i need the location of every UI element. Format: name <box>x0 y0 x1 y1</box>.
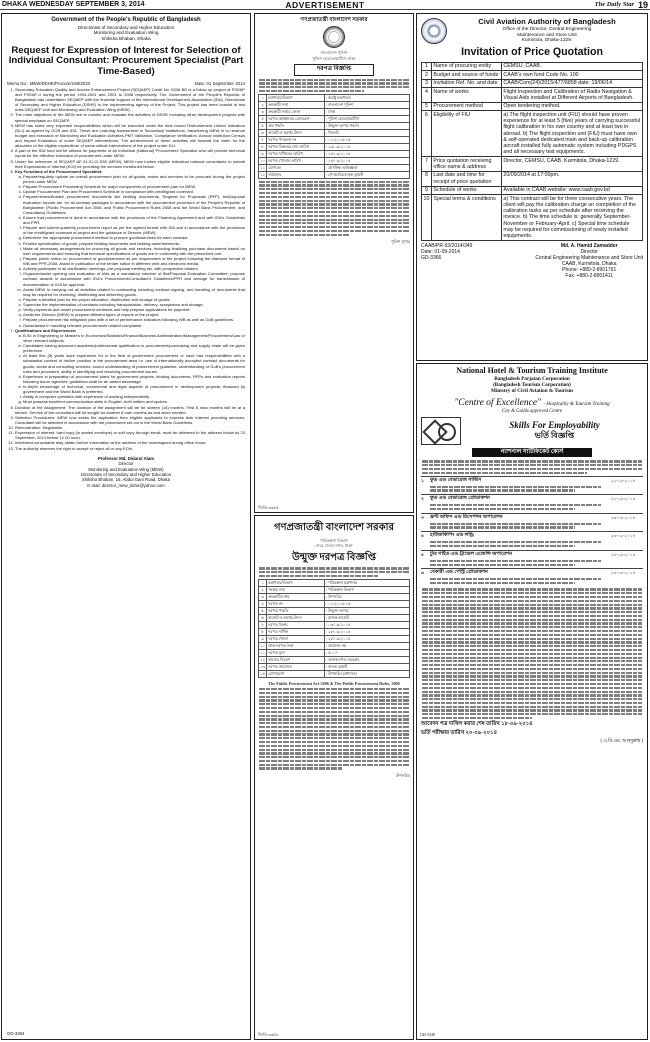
resp-item: o. Supervise the implementation of contracts including transportation, delivery, acceptance and storage. <box>23 302 245 307</box>
row-label: মন্ত্রণালয়/বিভাগ <box>267 580 325 587</box>
row-value: : প্রযোজ্য নয় <box>325 643 410 650</box>
row-label: দরপত্র মূল্য <box>267 650 325 657</box>
sig-line: Monitoring and Evaluation Wing (MEW) <box>88 466 164 472</box>
resp-item: h. Finalize specification of goods, prepare bidding documents and bidding advertisements. <box>23 241 245 246</box>
row-label: Invitation Ref. No. and date <box>431 79 501 87</box>
eoi-tail: 10. Remuneration: Negotiable. <box>15 425 245 430</box>
gd-number: জিডি-৩৩৫৮ <box>258 1031 279 1037</box>
gd-number: GD-3366 <box>421 254 442 261</box>
row-label: দরপত্র নং <box>267 601 325 608</box>
bn-subtitle: শেরে বাংলা নগর, ঢাকা <box>315 543 353 549</box>
row-value: : পে-অর্ডার/ব্যাংক ড্রাফট <box>325 172 410 179</box>
table-row <box>259 102 410 109</box>
table-row <box>259 123 410 130</box>
row-label: Name of procuring entity <box>431 62 501 70</box>
eoi-tail: 13. The authority reserves the right to accept or reject all or any EOIs. <box>15 446 245 451</box>
row-number: ৯ <box>259 636 267 643</box>
course-row <box>421 531 643 550</box>
course-number: ৫ <box>421 551 424 557</box>
masthead-date: DHAKA WEDNESDAY SEPTEMBER 3, 2014 <box>2 1 145 8</box>
qual-heading: 7. Qualifications and Experiences: <box>15 327 77 333</box>
row-number: ২ <box>259 102 267 109</box>
resp-item: j. Prepare public notice on procurement of goods/services as per requirement of the project following the standard format of WB and PPR-2008. Assist in publication of the tender notice in different print and electronic media. <box>23 256 245 266</box>
table-row <box>259 172 410 179</box>
course-date: ২২-০৯-২০১৪ <box>610 477 636 483</box>
row-value: : আসবাবপত্র সরবরাহ <box>325 657 410 664</box>
row-number: ১১ <box>260 650 266 655</box>
caab-org: Civil Aviation Authority of Bangladesh <box>478 17 616 26</box>
table-row <box>422 102 643 110</box>
table-row <box>422 111 643 157</box>
row-number: ৬ <box>259 130 267 137</box>
row-label: প্রাক-দরপত্র সভা <box>267 643 325 650</box>
eoi-para: 1. Secondary Education Quality and Access Enhancement Project (SEQAEP) Credit No. 5326 BD is a follow up project of FSSAP and FSSAP-II during the period 1993-2001 and 2001 to 2008 respectively. The Government of the People's Republic of Bangladesh has undertaken SEQAEP with the financial support of the International Development Association (IDA). Directorate of Secondary and Higher Education (DSHE) is the Implementing agency of the Project. This project has been consist of two units-SEQAEP Unit and Monitoring and Evaluation Wing (MEW). <box>15 87 245 113</box>
bn-signature: উপসচিব <box>395 772 410 778</box>
caab-logo-icon <box>421 18 447 44</box>
table-row <box>259 95 410 102</box>
table-row <box>259 580 410 587</box>
row-number: ১৩ <box>260 664 266 669</box>
sig-title: Director <box>580 248 598 255</box>
table-row <box>259 664 410 671</box>
row-number: 6 <box>422 111 432 157</box>
sig-phone: Phone: +880-2-8901791 <box>562 266 617 273</box>
tender-table <box>258 579 410 678</box>
row-value: CAAB/Com(24)/2015/477/6858 date: 19/06/14 <box>501 79 642 87</box>
table-row <box>259 137 410 144</box>
tender-notice-title: উন্মুক্ত দরপত্র বিজ্ঞপ্তি <box>291 551 377 563</box>
course-list <box>421 476 643 587</box>
bn-gov-title: গণপ্রজাতন্ত্রী বাংলাদেশ সরকার <box>273 522 395 533</box>
application-deadline: আবেদন পত্র দাখিল করার শেষ তারিখ ১৮-০৯-২০১৪ <box>421 721 533 728</box>
masthead-right <box>595 0 648 10</box>
gd-number: জিডি-৩৩৫৫ <box>258 504 279 510</box>
row-label: দরপত্র বিক্রয় <box>267 622 325 629</box>
caab-footer <box>421 243 643 279</box>
table-row <box>422 79 643 87</box>
caab-sub: Office of the Director, Central Engineering <box>502 26 592 32</box>
row-value: Open tendering method. <box>501 102 642 110</box>
course-title: ফ্রন্ট অফিস এন্ড রিসেপশন অপারেশন <box>430 514 503 520</box>
course-date: ২৪-০৯-২০১৪ <box>610 551 636 557</box>
masthead-section: ADVERTISEMENT <box>285 0 365 10</box>
course-title: হাউজকিপিং এন্ড লন্ড্রি <box>430 533 474 539</box>
row-value: : বাংলাদেশ পুলিশ <box>325 102 410 109</box>
row-number: ৮ <box>259 629 267 636</box>
row-number: ১২ <box>260 657 266 662</box>
table-row <box>259 601 410 608</box>
row-label: Last date and time for receipt of price quotation <box>431 171 501 186</box>
bn-subtitle: পুলিশ হেডকোয়ার্টার্স, ঢাকা <box>312 55 356 61</box>
sig-title: Director <box>118 461 134 467</box>
bn-gov-title: গণপ্রজাতন্ত্রী বাংলাদেশ সরকার <box>300 17 368 23</box>
masthead <box>0 0 650 10</box>
course-number: ৩ <box>421 514 424 520</box>
row-value: : উন্মুক্ত দরপত্র <box>325 608 410 615</box>
resp-item: g. Determine the appropriate procurement method to procure goods/services for each contract. <box>23 235 245 240</box>
course-title: ফুড এন্ড বেভারেজ সার্ভিস <box>430 477 482 483</box>
table-row <box>259 144 410 151</box>
gd-number: GD-3349 <box>420 1031 436 1037</box>
row-value: : রাজস্ব বাজেট <box>325 615 410 622</box>
resp-item: l. Organize/assist opening and evaluation of bids as a mandatory member of Bid/Proposal Evaluation Committee; propose contract awards in accordance with IDA's Procurement/Consultant's Guidelines/PPR and arrange for transmission of documentation to IDA for approval. <box>23 271 245 286</box>
sig-line: Directorate of Secondary and Higher Education <box>80 472 172 477</box>
row-label: দরপত্র বিক্রয়ের শেষ তারিখ <box>267 144 325 151</box>
course-number: ৬ <box>421 570 424 576</box>
resp-item: r. Prepare procurement risk mitigation plan with a set of performance indicators following WB as well as GoB guidelines. <box>23 317 245 322</box>
table-row <box>259 109 410 116</box>
row-value: : পরিকল্পনা বিভাগ <box>325 587 410 594</box>
tender-notice-title: দরপত্র বিজ্ঞপ্তি <box>294 64 374 76</box>
table-row <box>422 62 643 70</box>
ad-wing: Monitoring and Evaluation Wing <box>93 30 159 36</box>
row-label: দরপত্র খোলার তারিখ <box>267 158 325 165</box>
row-value: : ০১/২০১৪-১৫ <box>325 137 410 144</box>
caab-title: Invitation of Price Quotation <box>461 46 603 59</box>
sig-line: Central Engineering Maintenance and Store Unit <box>535 254 643 261</box>
row-label: দরপত্র প্যাকেজ নং <box>267 137 325 144</box>
row-label: দরপত্র পদ্ধতি <box>267 608 325 615</box>
ad-nhtti-admission <box>416 363 648 1040</box>
gd-number: GD-3364 <box>7 1030 25 1036</box>
row-number: 9 <box>422 186 432 194</box>
table-row <box>259 671 410 678</box>
row-number: ৯ <box>259 151 267 158</box>
row-value: : পুলিশ হেডকোয়ার্টার্স <box>325 116 410 123</box>
nhtti-signature: ( এ.বি.এম. আবদুল্লাহ ) <box>600 739 643 745</box>
bn-signature: পুলিশ সুপার <box>391 238 410 244</box>
row-value: Available in CAAB website: www.caab.gov.bd <box>501 186 642 194</box>
row-number: ৫ <box>259 608 267 615</box>
row-number: ১ <box>259 580 267 587</box>
ad-caab-price-quotation <box>416 13 648 361</box>
resp-list <box>15 174 245 328</box>
page-number: 19 <box>637 0 648 10</box>
row-value: a) This contract will be for three consecutive years. The client will pay the calibration charge on completion of the calibration tasks as per schedule after receiving the invoice. b) The time schedule is: generally September-November or February-April. c) Special time schedule may be required for commissioning of newly installed equipments. <box>501 194 642 240</box>
ppr-note: The Public Procurement Act-2006 & The Public Procurement Rules, 2008 <box>268 681 400 687</box>
row-number: ৩ <box>259 594 267 601</box>
row-value: Director, CEMSU, CAAB, Kurmitola, Dhaka-1229. <box>501 157 642 172</box>
resp-item: a. Prepare/regularly update an overall procurement plan for all goods, works and services to be procured during the project period under MEW. <box>23 174 245 184</box>
ad-police-tender <box>254 13 414 513</box>
body-text-lines <box>258 181 410 236</box>
skills-tagline: Skills For Employability <box>509 419 600 430</box>
row-value: : স্বরাষ্ট্র মন্ত্রণালয় <box>325 95 410 102</box>
row-label: যোগ্যতা <box>267 165 325 172</box>
row-value: : প্রাসঙ্গিক অভিজ্ঞতা <box>325 165 410 172</box>
row-value: CAAB's own fund Code No. 100 <box>501 71 642 79</box>
row-value: : ব্যাংক ড্রাফট <box>325 664 410 671</box>
row-value: : ২৪/০৯/২০১৪ <box>325 158 410 165</box>
row-number: 7 <box>422 157 432 172</box>
body-text-lines <box>258 567 410 577</box>
row-value: : জিওবি <box>325 130 410 137</box>
ad-org: Government of the People's Republic of Bangladesh <box>51 17 201 23</box>
nhtti-logo-icon <box>421 417 461 445</box>
row-label: দরপত্র দাখিলের তারিখ <box>267 151 325 158</box>
course-date: ২৩-০৯-২০১৪ <box>610 533 636 539</box>
resp-item: q. Assist the Director (MEW) to prepare different types of reports of the project. <box>23 312 245 317</box>
row-label: জামানত <box>267 172 325 179</box>
row-number: ৫ <box>259 123 267 130</box>
resp-item: p. Verify payments due under procurement contracts and help prepare applications for payment. <box>23 307 245 312</box>
row-number: 4 <box>422 88 432 103</box>
table-row <box>422 171 643 186</box>
qual-list <box>15 333 245 405</box>
caab-date: Date: 01-09-2014 <box>421 248 460 255</box>
course-number: ৪ <box>421 533 424 539</box>
row-label: Name of works <box>431 88 501 103</box>
row-number: ১৪ <box>260 671 266 676</box>
table-row <box>259 158 410 165</box>
table-row <box>259 608 410 615</box>
row-number: ৩ <box>259 109 267 116</box>
row-number: 8 <box>422 171 432 186</box>
qual-item: e. In-depth knowledge of technical, commercial and legal aspects of procurement in development projects, financed by government and the World Bank is preferred. <box>23 384 245 394</box>
row-number: ১২ <box>260 172 266 177</box>
course-title: ফুড এন্ড বেভারেজ প্রোডাকশন <box>430 496 490 502</box>
table-row <box>259 116 410 123</box>
eoi-para: 2. The main objectives of the MEW are to monitor and evaluate the activities of DSHE including other development projects with special emphasis on SEQAEP. <box>15 112 245 122</box>
ad-directorate: Directorate of Secondary and Higher Education <box>77 24 175 30</box>
exam-date: ভর্তি পরীক্ষার তারিখ ২০-০৯-২০১৪ <box>421 730 497 737</box>
table-row <box>259 615 410 622</box>
tender-table <box>258 94 410 179</box>
nhtti-sub: Ministry of Civil Aviation & Tourism <box>491 388 573 395</box>
row-value: : ঢাকা <box>325 109 410 116</box>
resp-item: b. Prepare Procurement Processing Schedule for major components of procurement plan for MEW. <box>23 184 245 189</box>
table-row <box>259 650 410 657</box>
row-number: ২ <box>259 587 267 594</box>
body-text-lines <box>258 688 410 770</box>
eoi-signature <box>7 456 245 489</box>
row-label: Procurement method <box>431 102 501 110</box>
row-label: সংস্থার নাম <box>267 587 325 594</box>
sig-email: E-mail: director_mew_dshe@yahoo.com <box>87 482 165 488</box>
resp-item: e. Ensure that procurement is done in accordance with the provisions of the Financing Agreement and with IDA's Guidelines and PPR. <box>23 215 245 225</box>
nhtti-sub: (Bangladesh Tourism Corporation) <box>493 382 571 389</box>
row-label: দরপত্র খোলা <box>267 636 325 643</box>
resp-item: k. Actively participate in all clarification meetings, pre-proposal meeting etc. with prospective bidders. <box>23 266 245 271</box>
row-number: ৪ <box>259 601 267 608</box>
row-number: 3 <box>422 79 432 87</box>
resp-item: i. Make all necessary arrangements for procuring all goods and services, including finalizing purchase documents based on user requirements and ensuring that technical specifications of goods are in conformity with the prescribed one. <box>23 246 245 256</box>
body-text-lines <box>421 460 643 474</box>
row-value: : উপসচিব (প্রশাসন) <box>325 671 410 678</box>
table-row <box>259 629 410 636</box>
gov-emblem-icon <box>323 26 345 48</box>
row-value: : ০৩/০৯/২০১৪ <box>325 622 410 629</box>
city-guilds: City & Guilds approved Centre <box>501 408 563 414</box>
nhtti-sub: Bangladesh Parjatan Corporation <box>494 375 570 382</box>
course-date: ২২-০৯-২০১৪ <box>610 496 636 502</box>
bn-subtitle: পরিকল্পনা বিভাগ <box>320 537 348 543</box>
table-row <box>259 657 410 664</box>
sig-line: CAAB, Kurmitola, Dhaka <box>561 260 617 267</box>
row-number: ৪ <box>259 116 267 123</box>
row-number: ১০ <box>260 158 266 163</box>
row-label: দরপত্র জামানত <box>267 664 325 671</box>
course-number: ১ <box>421 477 424 483</box>
eoi-tail: 11. Expression of interest, hard copy (in sealed envelope) or soft copy through email, must be delivered to the address below by 23 September, 2014 before 12.00 noon. <box>15 430 245 440</box>
row-number: 2 <box>422 71 432 79</box>
row-label: কাজের বিবরণ <box>267 657 325 664</box>
admission-title: ভর্তি বিজ্ঞপ্তি <box>534 431 575 441</box>
row-label: ক্রয় পদ্ধতি <box>267 123 325 130</box>
sig-name: Md. A. Hamid Zamadder <box>560 242 618 249</box>
ad-eoi-procurement-specialist <box>1 13 251 1040</box>
table-row <box>259 587 410 594</box>
row-label: মন্ত্রণালয়/বিভাগ <box>267 95 325 102</box>
nhtti-org: National Hotel & Tourism Training Institute <box>456 366 608 375</box>
row-value: : ৫০০/- <box>325 650 410 657</box>
nhtti-coe <box>421 397 643 409</box>
row-label: দরপত্র আহ্বানের রেফারেন্স <box>267 116 325 123</box>
coe-tag: - Hospitality & Tourism Training <box>543 401 610 407</box>
resp-item: m. Assist MEW in carrying out all activities related to contracting including contract signing, and handling of documents that may be required for receiving, distributing and delivering goods. <box>23 287 245 297</box>
row-label: ক্রয়কারীর নাম <box>267 594 325 601</box>
row-value: : ২৮/০৯/২০১৪ <box>325 636 410 643</box>
row-number: 10 <box>422 194 432 240</box>
row-value: : ০১/২০১৪-১৫ <box>325 601 410 608</box>
row-label: Eligibility of FIU <box>431 111 501 157</box>
memo-date: Date: 01 September 2014 <box>194 81 245 87</box>
qual-item: c. At least five (5) years work experience for in the field of government procurement or have had responsibilities with a substantial content of his/her position in the procurement area i.e. use of internationally accepted contract documents for goods, works and consulting services; sound understanding of procurement guideline; understanding of GoB's procurement rules and procedure, ability in identifying and resolving procurement issues. <box>23 353 245 374</box>
course-row <box>421 568 643 587</box>
resp-item: f. Prepare and submit quarterly procurement report as per the agreed format with IDA and in accordance with the provisions of the credit/grant covenant of project and the guidance of Director (MEW). <box>23 225 245 235</box>
caab-table <box>421 62 643 241</box>
qual-item: a. B.Sc in Engineering or Master's in Economics/Statistics/Finance/Business Administration/Management/Procurement/Law or other relevant subjects. <box>23 333 245 343</box>
ad-open-tender <box>254 515 414 1040</box>
eoi-para: 5. Under the reference of SEQAEP-AF-91-IC-CI-S39 (MEW), MEW now invites eligible individual national consultants to submit their Expressions of Interest (EOI) for providing the services mentioned below. <box>15 159 245 169</box>
course-date: ২৪-০৯-২০১৪ <box>610 570 636 576</box>
row-number: ৭ <box>259 622 267 629</box>
row-label: Budget and source of funds <box>431 71 501 79</box>
table-row <box>422 88 643 103</box>
qual-item: f. Ability in computer operation with experience of working independently. <box>23 394 245 399</box>
course-row <box>421 494 643 513</box>
table-row <box>422 194 643 240</box>
row-number: 1 <box>422 62 432 70</box>
coe-title: "Centre of Excellence" <box>454 397 542 408</box>
row-label: Price quotation receiving office name & address <box>431 157 501 172</box>
eoi-tail: 9. Selection Procedures: MEW now seeks the application from eligible applicants to express their interest providing services. Consultant will be selected in accordance with the procedures set out in the World Bank Guidelines. <box>15 415 245 425</box>
course-row <box>421 476 643 495</box>
course-row <box>421 513 643 532</box>
table-row <box>422 157 643 172</box>
row-value: Flight Inspection and Calibration of Radio Navigation & Visual Aids installed at Different Airports of Bangladesh. <box>501 88 642 103</box>
qual-item: g. Must possess excellent communication skills in English, both written and spoken. <box>23 399 245 404</box>
resp-item: n. Prepare a detailed plan for the proper allocation, distribution and storage of goods. <box>23 297 245 302</box>
course-date: ২৩-০৯-২০১৪ <box>610 514 636 520</box>
row-label: দরপত্র দাখিল <box>267 629 325 636</box>
row-number: ১১ <box>260 165 266 170</box>
row-value: : উন্মুক্ত দরপত্র পদ্ধতি <box>325 123 410 130</box>
eoi-para: 3. MEW has some very important responsibilities which will be executed under the time bound Disbursement Linked Indicators (DLI) as agreed by GOB and IDA. These are Learning Assessment in Secondary Institutions, transferring MEW in to revenue budget and execution of Monitoring and Evaluation Activities-PMT Validation, Compliance Verification, Annual Institution Census and Impact Evaluation of some SEQAEP interventions. The achievement of these activities will forward the claim for the allocation of the eligible expenditure of some critical interventions of the project under DLI. <box>15 123 245 149</box>
table-row <box>259 151 410 158</box>
caab-ref: CAAB/PR-93/2014/349 <box>421 242 473 249</box>
row-value: 20/09/2014 at 17:00pm. <box>501 171 642 186</box>
row-number: ৬ <box>259 615 267 622</box>
course-row <box>421 550 643 569</box>
eoi-resp-section <box>15 169 245 328</box>
sig-fax: Fax: +880-2-8901411 <box>565 272 613 279</box>
row-label: ক্রয়কারী সত্তার জেলা <box>267 109 325 116</box>
resp-heading: 6. Key Functions of the Procurement Specialist: <box>15 168 103 174</box>
course-number: ২ <box>421 496 424 502</box>
table-row <box>259 622 410 629</box>
row-number: ১০ <box>260 643 266 648</box>
caab-sub: Kurmitola, Dhaka-1229. <box>521 38 573 44</box>
row-label: Special terms & conditions <box>431 194 501 240</box>
resp-item: d. Prepare/review/finalize procurement documents like bidding documents, Request for Proposals (RFP), bid/proposal evaluation reports etc. for all contract packages in accordance with the procurement procedure of the People's Republic of Bangladesh (Public Procurement Act 2006, and Public Procurement Rules 2008 and the World Bank Procurement, and Consultancy Guidelines. <box>23 194 245 215</box>
resp-item: c. Update Procurement Plan and Procurement Schedule in compliance with credit/grant covenant. <box>23 189 245 194</box>
bn-subtitle: বাংলাদেশ পুলিশ <box>320 50 348 56</box>
row-number: ৭ <box>259 137 267 144</box>
row-label: যোগাযোগ <box>267 671 325 678</box>
caab-sub: Maintenance and Store Unit <box>517 32 577 38</box>
table-row <box>259 130 410 137</box>
row-label: বাজেট ও অর্থের উৎস <box>267 615 325 622</box>
eoi-para: 4. A part of the IDA fund will be utilized for payments of an individual (National) Procurement Specialist who will provide technical inputs for the effective execution of procurement under MEW. <box>15 148 245 158</box>
body-text-lines <box>258 79 410 93</box>
table-row <box>259 636 410 643</box>
ad-address: Shiksha Bhaban, Dhaka <box>101 36 151 42</box>
row-label: ক্রয়কারী সত্তা <box>267 102 325 109</box>
ad-title: Request for Expression of Interest for Selection of Individual Consultant: Procurement Specialist (Part Time-Based) <box>8 45 244 77</box>
table-row <box>422 186 643 194</box>
table-row <box>259 594 410 601</box>
caab-header <box>421 17 643 44</box>
row-value: : ২৩/০৯/২০১৪ <box>325 144 410 151</box>
row-number: ১ <box>259 95 267 102</box>
table-row <box>259 643 410 650</box>
qual-item: b. Candidates having advanced academic/professional qualification in procurement/purchasing and supply chain will be given preference. <box>23 343 245 353</box>
row-label: বাজেট ও অর্থের উৎস <box>267 130 325 137</box>
caab-signature <box>535 243 643 279</box>
row-value: a) The flight inspection unit (FIU) should have proven experience for at least 5 (five) years of carrying successful flight calibration in his own country and at least two in abroad. b) The flight inspection unit (FIU) must have own & self-operated dedicated main and back-up calibration aircraft installed fully automatic system including PDGPS and all necessary test equipments. <box>501 111 642 157</box>
course-title: বেকারী এন্ড পেস্ট্রি প্রোডাকশন <box>430 570 488 576</box>
row-number: 5 <box>422 102 432 110</box>
row-number: ৮ <box>259 144 267 151</box>
qual-item: d. Experience in preparation of procurement plans for government projects, bidding documents, RFPs and evaluation reports following donor agencies' guidelines shall be an added advantage. <box>23 374 245 384</box>
row-value: : ২৪/০৯/২০১৪ <box>325 151 410 158</box>
row-value: : পরিকল্পনা মন্ত্রণালয় <box>325 580 410 587</box>
table-row <box>259 165 410 172</box>
masthead-paper: The Daily Star <box>594 1 634 8</box>
cert-course-banner: ন্যাশনাল সার্টিফিকেট কোর্স <box>472 448 592 458</box>
resp-item: s. Guide/assist in handling relevant procurements related complaints. <box>23 323 245 328</box>
row-value: CEMSU, CAAB. <box>501 62 642 70</box>
memo-no: Memo No.: MEW/DSHE/Procure/158/2033 <box>7 81 90 87</box>
eoi-paragraphs <box>7 87 245 451</box>
course-title: ট্যুর গাইড এন্ড ট্রাভেল এজেন্সি অপারেশন <box>430 551 512 557</box>
body-text-lines <box>421 588 643 719</box>
row-value: : ২৮/০৯/২০১৪ <box>325 629 410 636</box>
sig-name: Professor Md. Didarul Alam <box>97 455 155 461</box>
eoi-tail: 12. Interested consultants may obtain further information at the address of the undersigned during office hours. <box>15 440 245 445</box>
row-label: Schedule of works <box>431 186 501 194</box>
eoi-qual-section <box>15 328 245 405</box>
sig-line: Shiksha Bhaban, 16, Abdul Gani Road, Dhaka <box>81 477 171 483</box>
eoi-tail: 8. Duration of the Assignment: The duration of the assignment will be for sixteen (16) months. First 6 man months will be at a stretch. Service of the consultant will be sought for another 8 man months as and when needed. <box>15 405 245 415</box>
table-row <box>422 71 643 79</box>
row-value: : উপসচিব <box>325 594 410 601</box>
